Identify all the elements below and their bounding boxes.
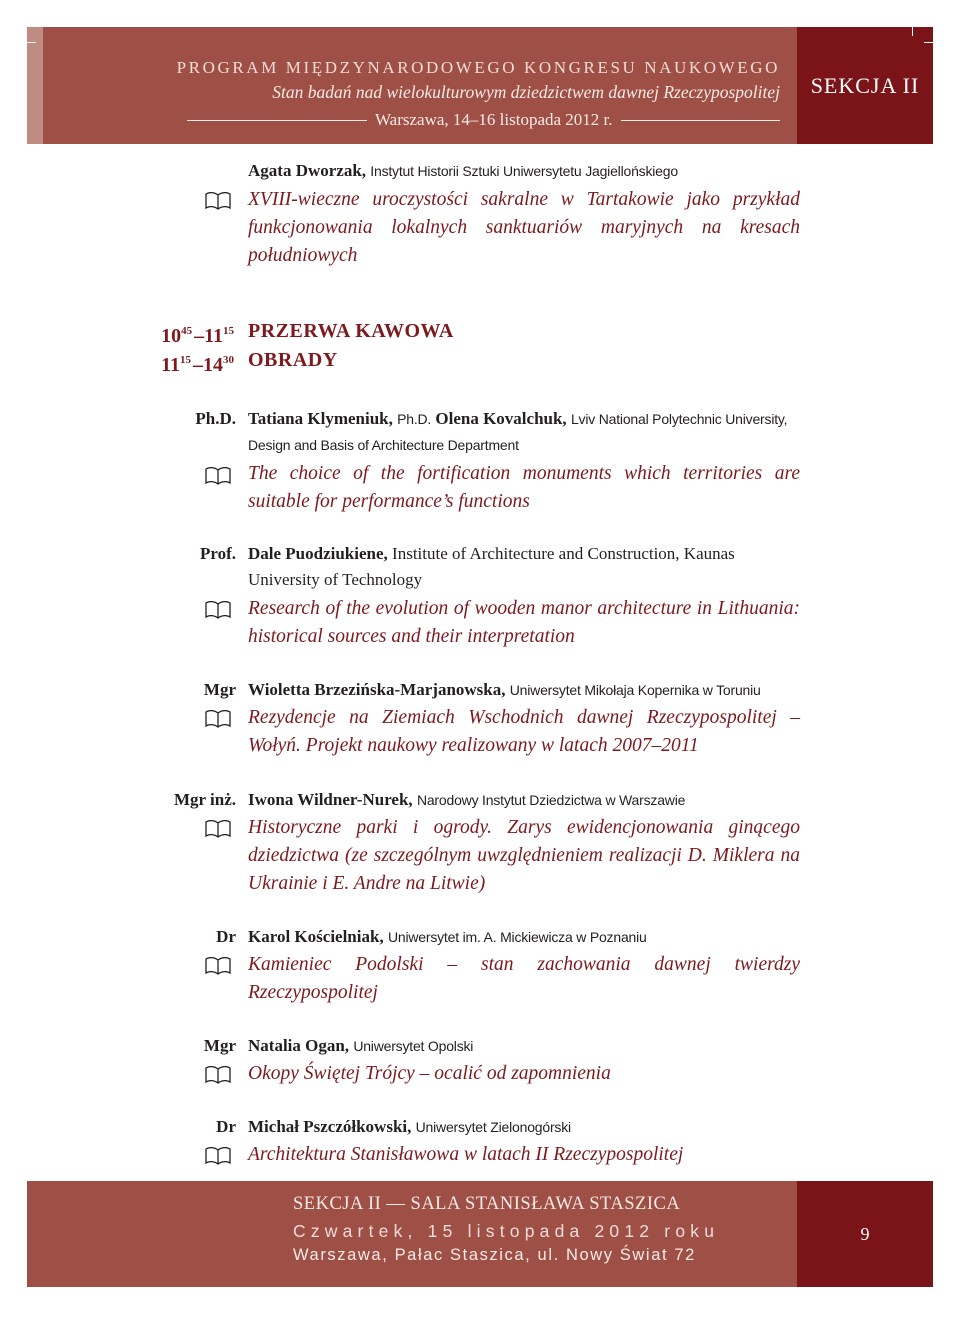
speaker-line (248, 406, 800, 458)
speaker-title: Mgr (203, 680, 236, 699)
book-icon (205, 192, 231, 210)
speaker-affiliation: Narodowy Instytut Dziedzictwa w Warszawie (416, 792, 686, 808)
talk-title: Okopy Świętej Trójcy – ocalić od zapomnienia (248, 1063, 611, 1084)
header-program-title: PROGRAM MIĘDZYNARODOWEGO KONGRESU NAUKOWEGO (176, 58, 780, 77)
talk-title: Kamieniec Podolski – stan zachowania dawnej twierdzy Rzeczypospolitej (248, 954, 800, 1003)
header-section-box (797, 27, 933, 144)
speaker-title: Ph.D. (195, 409, 236, 428)
book-icon (205, 467, 231, 485)
schedule-time: $11^{15}$ $-14^{30}$ (161, 354, 234, 376)
talk-title: XVIII-wieczne uroczystości sakralne w Tartakowie jako przykład funkcjonowania lokalnych sanktuariów maryjnych na kresach południowych (248, 189, 800, 266)
speaker-name: Tatiana Klymeniuk, (248, 409, 393, 428)
page-footer (27, 1181, 933, 1287)
speaker-line (248, 1033, 800, 1059)
footer-date: Czwartek, 15 listopada 2012 roku (293, 1221, 720, 1241)
speaker-line (248, 787, 800, 813)
header-date-line (187, 110, 780, 130)
schedule-label: OBRADY (248, 349, 338, 371)
speaker-title: Mgr (203, 1036, 236, 1055)
talk-title: Architektura Stanisławowa w latach II Rzeczypospolitej (248, 1144, 684, 1165)
speaker-line (248, 541, 800, 593)
page-header (27, 27, 933, 144)
footer-venue: Warszawa, Pałac Staszica, ul. Nowy Świat 72 (293, 1246, 696, 1264)
book-icon (205, 820, 231, 838)
footer-banner (27, 1181, 797, 1287)
speaker-name: Dale Puodziukiene, (248, 544, 388, 563)
speaker-affiliation: Uniwersytet im. A. Mickiewicza w Poznaniu (387, 929, 647, 945)
schedule-row (0, 316, 960, 346)
header-congress-subtitle: Stan badań nad wielokulturowym dziedzictwem dawnej Rzeczypospolitej (272, 82, 780, 102)
talk-title: Research of the evolution of wooden manor architecture in Lithuania: historical sources and their interpretation (248, 598, 800, 647)
speaker-name: Wioletta Brzezińska-Marjanowska, (248, 680, 506, 699)
book-icon (205, 601, 231, 619)
talk-title: The choice of the fortification monuments which territories are suitable for performance’s functions (248, 463, 800, 512)
speaker-title: Dr (216, 927, 236, 946)
footer-page-box (797, 1181, 933, 1287)
speaker-affiliation: Uniwersytet Mikołaja Kopernika w Toruniu (509, 682, 761, 698)
speaker-affiliation: Uniwersytet Opolski (353, 1038, 474, 1054)
speaker-affiliation: Instytut Historii Sztuki Uniwersytetu Jagiellońskiego (370, 163, 678, 179)
speaker-title: Dr (216, 1117, 236, 1136)
book-icon (205, 710, 231, 728)
speaker-name: Iwona Wildner-Nurek, (248, 790, 413, 809)
crop-mark (924, 42, 960, 43)
speaker-affiliation: Institute of Architecture and Construction, Kaunas University of Technology (248, 544, 735, 589)
book-icon (205, 957, 231, 975)
speaker-name: Karol Kościelniak, (248, 927, 384, 946)
schedule-label: PRZERWA KAWOWA (248, 320, 454, 342)
schedule-row (0, 345, 960, 375)
speaker-affiliation: Uniwersytet Zielonogórski (415, 1119, 571, 1135)
book-icon (205, 1147, 231, 1165)
speaker-title: Mgr inż. (173, 790, 236, 809)
speaker-line (248, 158, 800, 184)
speaker-line (248, 677, 800, 703)
speaker-name: Olena Kovalchuk, (435, 409, 567, 428)
speaker-name: Michał Pszczółkowski, (248, 1117, 412, 1136)
speaker-name: Agata Dworzak, (248, 161, 367, 180)
speaker-line (248, 924, 800, 950)
header-rule-left (187, 120, 367, 121)
speaker-title: Prof. (199, 544, 236, 563)
speaker-affiliation: Lviv National Polytechnic University, Design and Basis of Architecture Department (248, 411, 788, 453)
speaker-title-inline: Ph.D. (397, 411, 432, 427)
crop-mark (11, 0, 12, 36)
crop-mark (0, 42, 36, 43)
talk-title: Rezydencje na Ziemiach Wschodnich dawnej Rzeczypospolitej – Wołyń. Projekt naukowy realizowany w latach 2007–2011 (248, 707, 800, 756)
speaker-name: Natalia Ogan, (248, 1036, 350, 1055)
header-banner (27, 27, 797, 144)
page-number: 9 (860, 1223, 870, 1244)
footer-section-room: SEKCJA II — SALA STANISŁAWA STASZICA (293, 1194, 681, 1214)
header-section-label: SEKCJA II (810, 72, 920, 98)
speaker-line (248, 1114, 800, 1140)
crop-mark (912, 0, 913, 36)
header-date: Warszawa, 14–16 listopada 2012 r. (375, 110, 613, 129)
book-icon (205, 1066, 231, 1084)
header-rule-right (621, 120, 780, 121)
schedule-time: $10^{45}$ $-11^{15}$ (161, 325, 234, 347)
talk-title: Historyczne parki i ogrody. Zarys ewidencjonowania ginącego dziedzictwa (ze szczególnym uwzględnieniem realizacji D. Miklera na Ukrainie i E. Andre na Litwie) (248, 817, 800, 894)
